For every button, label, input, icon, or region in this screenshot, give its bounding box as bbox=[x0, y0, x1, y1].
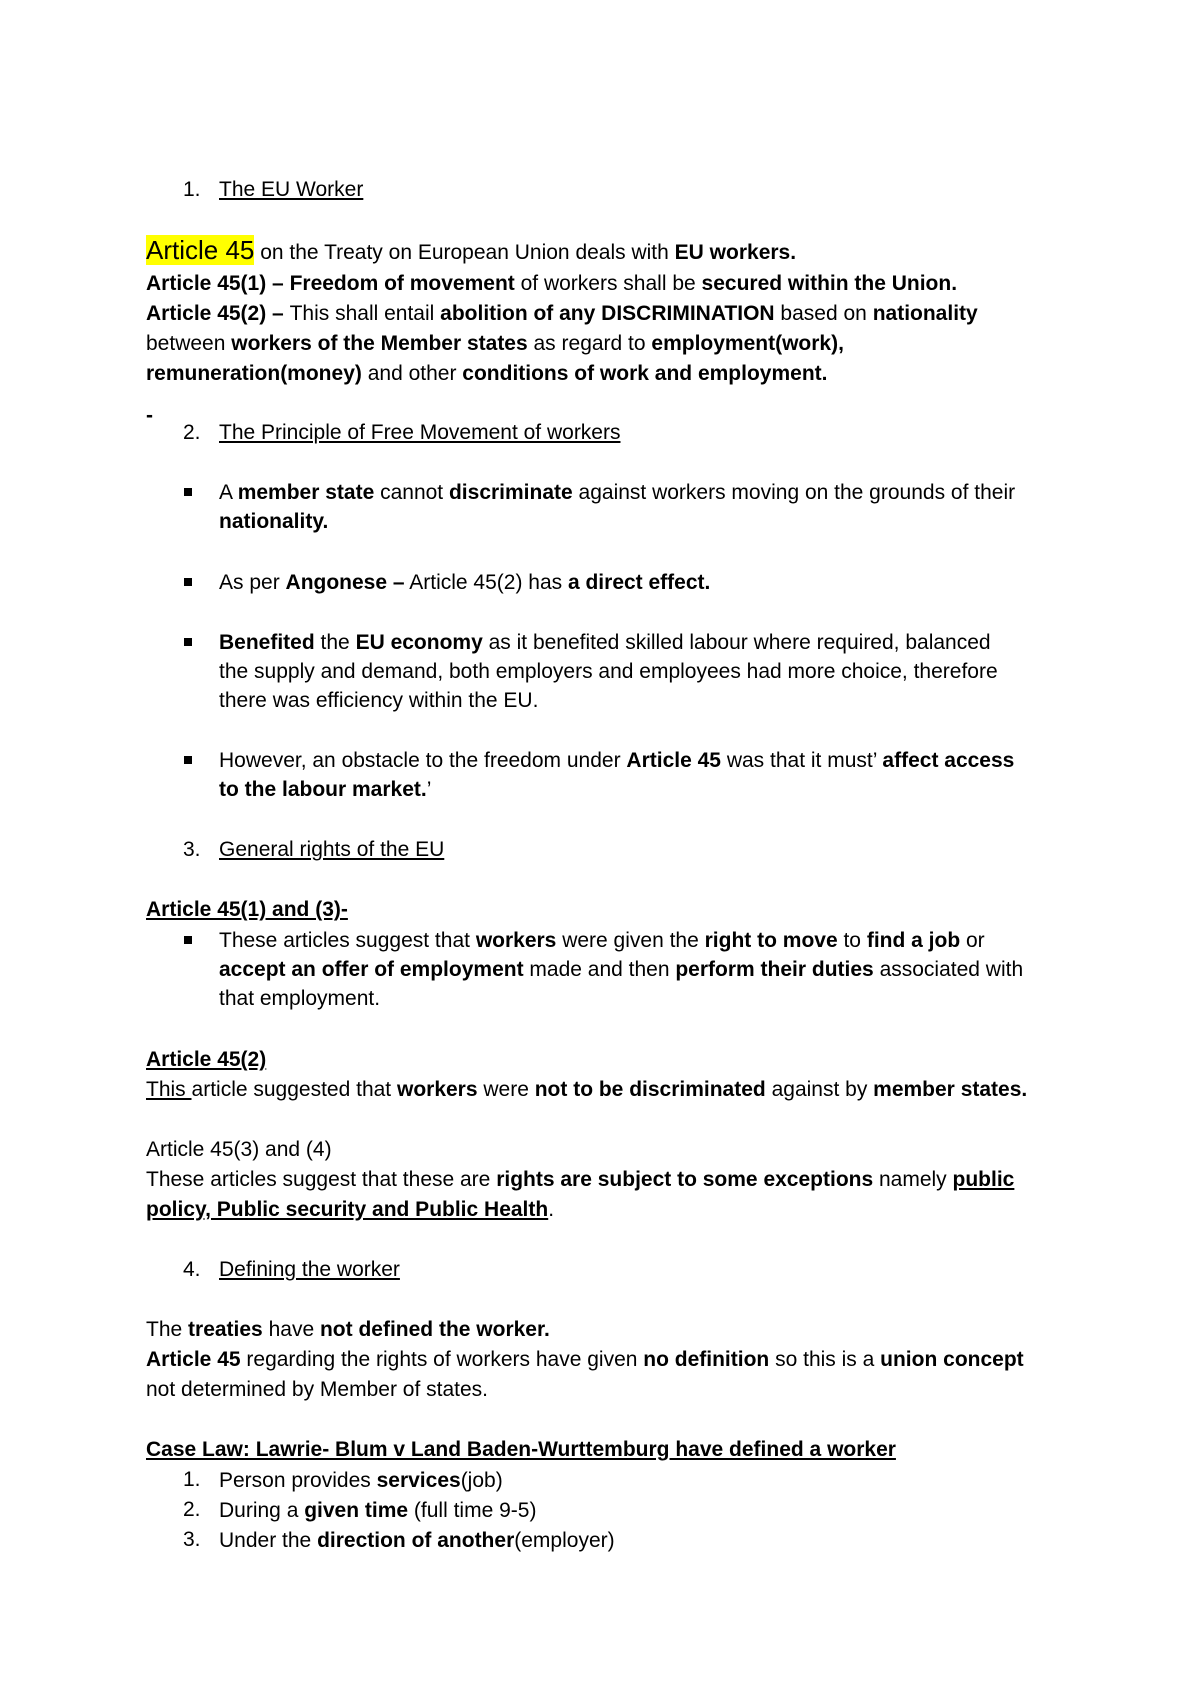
criteria-item bbox=[219, 1496, 536, 1525]
text-run: services bbox=[376, 1469, 461, 1492]
text-run: right to move bbox=[704, 929, 838, 952]
text-run: of workers shall be bbox=[514, 272, 702, 295]
text-run: Article 45(2) has bbox=[404, 571, 568, 594]
text-run: Angonese – bbox=[285, 571, 405, 594]
text-run: employment(work), bbox=[651, 332, 844, 355]
text-run: Article 45 bbox=[626, 749, 721, 772]
text-run: made and then bbox=[523, 958, 676, 981]
text-run: to bbox=[837, 929, 867, 952]
paragraph bbox=[146, 1346, 1024, 1374]
criteria-item bbox=[219, 1526, 615, 1555]
square-bullet-icon bbox=[184, 488, 192, 496]
text-run: These articles suggest that bbox=[219, 929, 476, 952]
text-run: Article 45(2) – bbox=[146, 302, 290, 325]
text-run: cannot bbox=[374, 481, 449, 504]
text-run: not defined the worker. bbox=[319, 1318, 550, 1341]
text-run: The bbox=[146, 1318, 189, 1341]
text-run: so this is a bbox=[769, 1348, 881, 1371]
section-title: The Principle of Free Movement of workers bbox=[219, 421, 621, 444]
text-run: affect access bbox=[882, 749, 1015, 772]
text-run: (full time 9-5) bbox=[408, 1499, 537, 1522]
text-run: member states. bbox=[873, 1078, 1028, 1101]
criteria-item bbox=[219, 1466, 503, 1495]
text-run: as regard to bbox=[527, 332, 652, 355]
text-run: as it benefited skilled labour where required, balanced bbox=[482, 631, 991, 654]
paragraph bbox=[146, 1076, 1027, 1104]
section-number: 4. bbox=[183, 1258, 201, 1281]
text-run: offer of employment bbox=[321, 958, 524, 981]
text-run: on the Treaty on European Union deals with bbox=[254, 241, 675, 264]
text-run: secured within the Union. bbox=[701, 272, 958, 295]
text-run: based on bbox=[774, 302, 873, 325]
text-run: associated with bbox=[873, 958, 1024, 981]
square-bullet-icon bbox=[184, 578, 192, 586]
section-title: Defining the worker bbox=[219, 1258, 400, 1281]
paragraph bbox=[146, 1196, 554, 1224]
text-run: A bbox=[219, 481, 238, 504]
text-run: against workers moving on the grounds of their bbox=[572, 481, 1016, 504]
stray-dash: - bbox=[146, 404, 153, 427]
text-run: nationality. bbox=[219, 510, 329, 533]
section-number: 1. bbox=[183, 178, 201, 201]
text-run: Article 45(1) – Freedom of movement bbox=[146, 272, 515, 295]
text-run: that employment. bbox=[219, 987, 381, 1010]
list-item bbox=[219, 926, 1023, 1013]
text-run: member state bbox=[237, 481, 375, 504]
list-item bbox=[219, 568, 710, 597]
highlighted-text: Article 45 bbox=[146, 235, 255, 265]
text-run: between bbox=[146, 332, 232, 355]
text-run: workers of the Member states bbox=[231, 332, 528, 355]
criteria-number: 3. bbox=[183, 1528, 201, 1551]
text-run: no definition bbox=[643, 1348, 770, 1371]
text-run: perform their duties bbox=[675, 958, 874, 981]
text-run: remuneration(money) bbox=[146, 362, 362, 385]
paragraph: not determined by Member of states. bbox=[146, 1378, 488, 1401]
text-run: union concept bbox=[880, 1348, 1024, 1371]
text-run: the supply and demand, both employers and employees had more choice, therefore bbox=[219, 660, 998, 683]
text-run: (employer) bbox=[514, 1529, 615, 1552]
text-run: abolition of any DISCRIMINATION bbox=[440, 302, 775, 325]
paragraph bbox=[146, 330, 844, 358]
text-run: conditions of work and employment. bbox=[462, 362, 828, 385]
text-run: As per bbox=[219, 571, 286, 594]
text-run: This bbox=[146, 1078, 192, 1101]
text-run: workers bbox=[475, 929, 557, 952]
text-run: EU workers. bbox=[674, 241, 797, 264]
text-run: nationality bbox=[872, 302, 978, 325]
section-number: 3. bbox=[183, 838, 201, 861]
list-item bbox=[219, 478, 1015, 536]
text-run: against by bbox=[765, 1078, 874, 1101]
text-run: direction of another bbox=[317, 1529, 515, 1552]
list-item bbox=[219, 628, 998, 715]
text-run: However, an obstacle to the freedom under bbox=[219, 749, 627, 772]
text-run: Article 45 bbox=[146, 1348, 241, 1371]
text-run: ’ bbox=[426, 778, 432, 801]
paragraph bbox=[146, 360, 827, 388]
text-run: namely bbox=[873, 1168, 953, 1191]
text-run: find a job bbox=[866, 929, 961, 952]
paragraph bbox=[146, 236, 796, 267]
criteria-number: 2. bbox=[183, 1498, 201, 1521]
text-run: policy, Public security and Public Health bbox=[146, 1198, 549, 1221]
subheading: Article 45(2) bbox=[146, 1048, 267, 1071]
text-run: have bbox=[262, 1318, 320, 1341]
paragraph bbox=[146, 270, 957, 298]
square-bullet-icon bbox=[184, 936, 192, 944]
list-item bbox=[219, 746, 1014, 804]
case-law-heading: Case Law: Lawrie- Blum v Land Baden-Wurttemburg have defined a worker bbox=[146, 1438, 896, 1461]
section-title: The EU Worker bbox=[219, 178, 364, 201]
text-run: the bbox=[314, 631, 356, 654]
text-run: This shall entail bbox=[289, 302, 441, 325]
criteria-number: 1. bbox=[183, 1468, 201, 1491]
subheading: Article 45(1) and (3)- bbox=[146, 898, 348, 921]
text-run: (job) bbox=[460, 1469, 503, 1492]
square-bullet-icon bbox=[184, 756, 192, 764]
text-run: discriminate bbox=[448, 481, 573, 504]
text-run: article suggested that bbox=[191, 1078, 397, 1101]
text-run: a direct effect. bbox=[567, 571, 711, 594]
section-number: 2. bbox=[183, 421, 201, 444]
paragraph bbox=[146, 1316, 550, 1344]
text-run: workers bbox=[396, 1078, 478, 1101]
text-run: were bbox=[477, 1078, 535, 1101]
text-run: Person provides bbox=[219, 1469, 377, 1492]
text-run: treaties bbox=[188, 1318, 263, 1341]
text-run: Benefited bbox=[219, 631, 315, 654]
text-run: to the labour market. bbox=[219, 778, 427, 801]
text-run: rights are subject to some exceptions bbox=[496, 1168, 874, 1191]
text-run: . bbox=[548, 1198, 555, 1221]
text-run: EU economy bbox=[355, 631, 483, 654]
text-run: During a bbox=[219, 1499, 305, 1522]
text-run: and other bbox=[361, 362, 463, 385]
square-bullet-icon bbox=[184, 638, 192, 646]
text-run: regarding the rights of workers have given bbox=[240, 1348, 644, 1371]
text-run: given time bbox=[304, 1499, 409, 1522]
text-run: public bbox=[952, 1168, 1015, 1191]
text-run: Under the bbox=[219, 1529, 318, 1552]
subheading: Article 45(3) and (4) bbox=[146, 1138, 332, 1161]
text-run: accept an bbox=[219, 958, 322, 981]
text-run: not to be discriminated bbox=[534, 1078, 766, 1101]
paragraph bbox=[146, 1166, 1014, 1194]
text-run: These articles suggest that these are bbox=[146, 1168, 497, 1191]
paragraph bbox=[146, 300, 978, 328]
text-run: or bbox=[960, 929, 985, 952]
text-run: was that it must’ bbox=[720, 749, 883, 772]
section-title: General rights of the EU bbox=[219, 838, 445, 861]
text-run: there was efficiency within the EU. bbox=[219, 689, 539, 712]
text-run: were given the bbox=[556, 929, 705, 952]
